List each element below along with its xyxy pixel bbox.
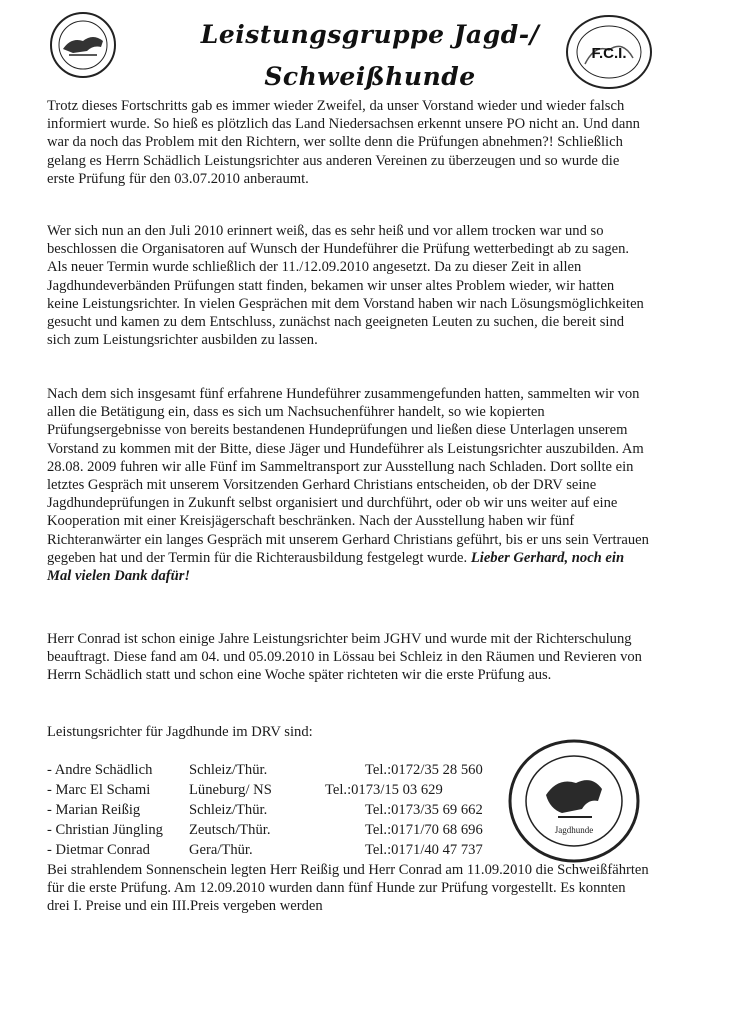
- drv-logo-icon: [49, 11, 117, 79]
- page-title-line-1: Leistungsgruppe Jagd-/: [200, 20, 540, 49]
- paragraph-1: Trotz dieses Fortschritts gab es immer wieder Zweifel, da unser Vorstand wieder und wieder falsch informiert wurde. So hieß es plötzlich das Land Niedersachsen erkennt unsere PO nicht an. Und dann war da noch das Problem mit den Richtern, wer sollte denn die Prüfungen abnehmen?! Schließlich gelang es Herrn Schädlich Leistungsrichter aus anderen Vereinen zu überzeugen und so wurde die erste Prüfung für den 03.07.2010 anberaumt.: [47, 98, 640, 187]
- judge-name: - Christian Jüngling: [47, 822, 163, 838]
- fci-logo-icon: [565, 14, 653, 90]
- club-stamp-icon: [506, 737, 642, 865]
- judge-phone: Tel.:0171/70 68 696: [365, 822, 483, 838]
- judge-phone: Tel.:0173/35 69 662: [365, 802, 483, 818]
- judge-name: - Andre Schädlich: [47, 762, 153, 778]
- paragraph-4: Herr Conrad ist schon einige Jahre Leistungsrichter beim JGHV und wurde mit der Richterschulung beauftragt. Diese fand am 04. und 05.09.2010 in Lössau bei Schleiz in den Räumen und Revieren von Herrn Schädlich statt und schon eine Woche später richteten wir die erste Prüfung aus.: [47, 631, 642, 684]
- judge-row: [47, 820, 517, 840]
- judge-place: Lüneburg/ NS: [189, 782, 272, 798]
- stamp-center-text: Jagdhunde: [554, 825, 594, 835]
- page-title-line-2: Schweißhunde: [264, 62, 476, 91]
- paragraph-6: Bei strahlendem Sonnenschein legten Herr Reißig und Herr Conrad am 11.09.2010 die Schweißfährten für die erste Prüfung. Am 12.09.2010 wurden dann fünf Hunde zur Prüfung vorgestellt. Es konnten drei I. Preise und ein III.Preis vergeben werden: [47, 862, 649, 915]
- judge-place: Schleiz/Thür.: [189, 762, 268, 778]
- paragraph-3-closing: Lieber Gerhard, noch ein Mal vielen Dank dafür!: [47, 549, 625, 585]
- paragraph-3-text: Nach dem sich insgesamt fünf erfahrene Hundeführer zusammengefunden hatten, sammelten wir von allen die Betätigung ein, dass es sich um Nachsuchenführer handelt, so wie kopierten Prüfungsergebnisse von bereits bestandenen Hundeprüfungen und ließen diese Unterlagen unserem Vorstand zu kommen mit der Bitte, diese Jäger und Hundeführer als Leistungsrichter auszubilden. Am 28.08. 2009 fuhren wir alle Fünf im Sammeltransport zur Ausstellung nach Schladen. Dort sollte ein letztes Gespräch mit unserem Vorsitzenden Gerhard Christians entscheiden, ob der DRV seine Jagdhundeprüfungen in Zukunft selbst organisiert und durchführt, oder ob wir uns weiter auf eine Kooperation mit einer Kreisjägerschaft beschränken. Nach der Ausstellung haben wir fünf Richteranwärter ein langes Gespräch mit unserem Gerhard Christians geführt, bis er uns sein Vertrauen gegeben hat und der Termin für die Richterausbildung festgelegt wurde.: [47, 386, 649, 566]
- judge-name: - Dietmar Conrad: [47, 842, 150, 858]
- judge-place: Zeutsch/Thür.: [189, 822, 271, 838]
- judge-name: - Marc El Schami: [47, 782, 151, 798]
- judges-list: [47, 760, 517, 860]
- judge-place: Schleiz/Thür.: [189, 802, 268, 818]
- judge-name: - Marian Reißig: [47, 802, 141, 818]
- judge-row: [47, 760, 517, 780]
- fci-logo-label: F.C.I.: [591, 45, 627, 62]
- judge-row: [47, 840, 517, 860]
- judge-phone: Tel.:0171/40 47 737: [365, 842, 483, 858]
- judge-row: [47, 800, 517, 820]
- judges-heading: Leistungsrichter für Jagdhunde im DRV sind:: [47, 724, 313, 740]
- judge-row: [47, 780, 517, 800]
- paragraph-3: [47, 385, 649, 585]
- judge-phone: Tel.:0172/35 28 560: [365, 762, 483, 778]
- judge-place: Gera/Thür.: [189, 842, 253, 858]
- paragraph-2: Wer sich nun an den Juli 2010 erinnert weiß, das es sehr heiß und vor allem trocken war und so beschlossen die Organisatoren auf Wunsch der Hundeführer die Prüfung wetterbedingt ab zu sagen. Als neuer Termin wurde schließlich der 11./12.09.2010 angesetzt. Da zu dieser Zeit in allen Jagdhundeverbänden Prüfungen statt finden, bekamen wir unser altes Problem wieder, wir hatten keine Leistungsrichter. In vielen Gesprächen mit dem Vorstand haben wir nach Lösungsmöglichkeiten gesucht und kamen zu dem Entschluss, zunächst nach geeigneten Leuten zu suchen, die bereit sind sich zum Leistungsrichter ausbilden zu lassen.: [47, 223, 644, 349]
- judge-phone: Tel.:0173/15 03 629: [325, 782, 443, 798]
